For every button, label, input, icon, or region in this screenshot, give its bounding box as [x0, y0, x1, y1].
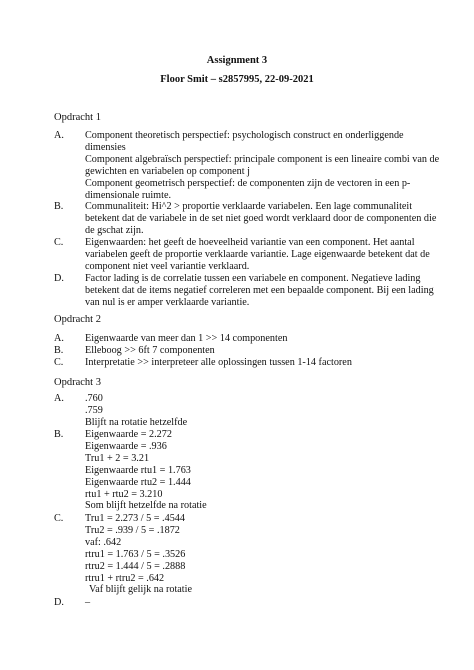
section-heading-opdracht-1: Opdracht 1	[54, 112, 101, 123]
text-line: Tru1 = 2.273 / 5 = .4544	[85, 513, 185, 524]
text-line: Interpretatie >> interpreteer alle oplossingen tussen 1-14 factoren	[85, 357, 352, 368]
text-line: Eigenwaarde = .936	[85, 440, 167, 452]
list-marker: C.	[54, 513, 64, 524]
list-marker: A.	[54, 333, 64, 344]
text-line: Blijft na rotatie hetzelfde	[85, 416, 188, 428]
text-line: dimensies	[85, 141, 126, 153]
text-line: Communaliteit: Hi^2 > proportie verklaarde variabelen. Een lage communaliteit	[85, 201, 413, 212]
section-heading-opdracht-3: Opdracht 3	[54, 377, 101, 388]
text-line: betekent dat de items negatief correleren met een bepaalde component. Bij een lading	[85, 284, 434, 296]
text-line: rtu1 + rtu2 = 3.210	[85, 488, 163, 500]
text-line: Tru1 + 2 = 3.21	[85, 452, 150, 464]
text-line: Eigenwaarde = 2.272	[85, 429, 172, 440]
text-line: gewichten en variabelen op component j	[85, 165, 250, 177]
document-subtitle: Floor Smit – s2857995, 22-09-2021	[160, 74, 314, 85]
text-line: component niet veel variantie verklaard.	[85, 260, 250, 272]
list-marker: B.	[54, 201, 64, 212]
text-line: Eigenwaarden: het geeft de hoeveelheid variantie van een component. Het aantal	[85, 237, 415, 248]
list-marker: D.	[54, 273, 64, 284]
list-marker: A.	[54, 130, 64, 141]
text-line: Tru2 = .939 / 5 = .1872	[85, 524, 180, 536]
text-line: Component algebraïsch perspectief: principale component is een lineaire combi van de	[85, 153, 440, 165]
text-line: .759	[85, 404, 103, 416]
text-line: –	[85, 597, 91, 608]
list-marker: C.	[54, 237, 64, 248]
text-line: Eigenwaarde van meer dan 1 >> 14 componenten	[85, 333, 288, 344]
text-line: dimensionale ruimte.	[85, 189, 172, 201]
text-line: Vaf blijft gelijk na rotatie	[89, 584, 192, 596]
text-line: rtru1 + rtru2 = .642	[85, 572, 165, 584]
text-line: van nul is er amper verklaarde variantie.	[85, 296, 250, 308]
text-line: Component geometrisch perspectief: de componenten zijn de vectoren in een p-	[85, 177, 411, 189]
text-line: betekent dat de variabele in de set niet goed wordt verklaard door de componenten die	[85, 212, 437, 224]
text-line: rtru2 = 1.444 / 5 = .2888	[85, 560, 186, 572]
text-line: .760	[85, 393, 103, 404]
text-line: rtru1 = 1.763 / 5 = .3526	[85, 548, 186, 560]
section-heading-opdracht-2: Opdracht 2	[54, 314, 101, 325]
list-marker: D.	[54, 597, 64, 608]
list-marker: B.	[54, 345, 64, 356]
text-line: Eigenwaarde rtu2 = 1.444	[85, 476, 191, 488]
text-line: de gschat zijn.	[85, 224, 144, 236]
list-marker: A.	[54, 393, 64, 404]
text-line: Factor lading is de correlatie tussen een variabele en component. Negatieve lading	[85, 273, 421, 284]
text-line: Som blijft hetzelfde na rotatie	[85, 500, 207, 512]
document-title: Assignment 3	[206, 55, 268, 66]
text-line: vaf: .642	[85, 536, 122, 548]
text-line: variabelen geeft de proportie verklaarde variantie. Lage eigenwaarde betekent dat de	[85, 248, 430, 260]
text-line: Component theoretisch perspectief: psychologisch construct en onderliggende	[85, 130, 404, 141]
text-line: Eigenwaarde rtu1 = 1.763	[85, 464, 191, 476]
text-line: Elleboog >> 6ft 7 componenten	[85, 345, 215, 356]
list-marker: C.	[54, 357, 64, 368]
list-marker: B.	[54, 429, 64, 440]
